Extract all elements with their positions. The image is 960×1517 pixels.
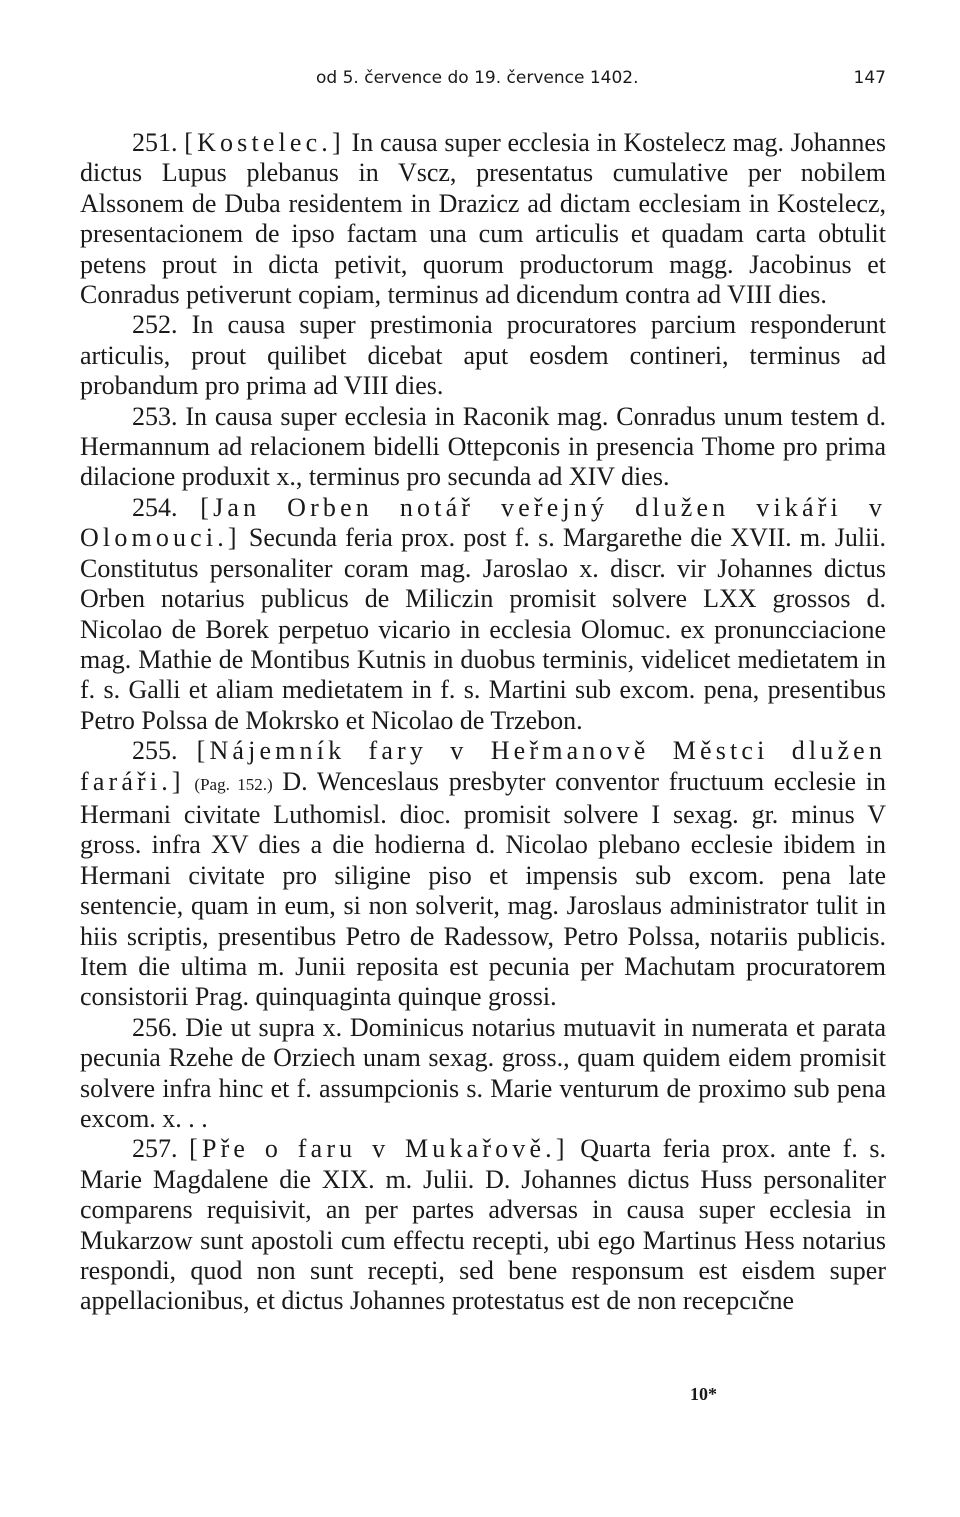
entry-number: 254. bbox=[132, 492, 178, 522]
entry-254 bbox=[80, 493, 886, 736]
entry-253 bbox=[80, 402, 886, 493]
entry-text: In causa super ecclesia in Kostelecz mag. Johannes dictus Lupus plebanus in Vscz, presentatus cumulative per nobilem Alssonem de Duba residentem in Drazicz ad dictam ecclesiam in Kostelecz, presentacionem de ipso factam una cum articulis et quadam carta obtulit petens prout in dicta petivit, quorum productorum magg. Jacobinus et Conradus petiverunt copiam, terminus ad dicendum contra ad VIII dies. bbox=[80, 128, 887, 310]
entry-number: 255. bbox=[132, 736, 178, 766]
entry-252 bbox=[80, 310, 886, 401]
entry-text: In causa super prestimonia procuratores parcium responderunt articulis, prout quilibet dicebat aput eosdem contineri, terminus ad probandum pro prima ad VIII dies. bbox=[80, 310, 887, 401]
page-reference: (Pag. 152.) bbox=[194, 774, 273, 794]
entry-heading: [Kostelec.] bbox=[184, 128, 345, 157]
running-header bbox=[80, 68, 886, 102]
page bbox=[80, 68, 886, 1317]
entry-number: 252. bbox=[132, 310, 178, 340]
entry-number: 253. bbox=[132, 401, 178, 431]
page-number: 147 bbox=[853, 68, 886, 88]
entry-text: Quarta feria prox. ante f. s. Marie Magdalene die XIX. m. Julii. D. Johannes dictus Huss personaliter comparens requisivit, an per partes adversas in causa super ecclesia in Mukarzow sunt apostoli cum effectu recepti, ubi ego Martinus Hess notarius respondi, quod non sunt recepti, sed bene responsum est eisdem super appellacionibus, et dictus Johannes protestatus est de non recepcıčne bbox=[80, 1134, 886, 1316]
entry-text: D. Wenceslaus presbyter conventor fructuum ecclesie in Hermani civitate Luthomisl. dioc. promisit solvere I sexag. gr. minus V gross. infra XV dies a die hodierna d. Nicolao plebano ecclesie ibidem in Hermani civitate pro siligine piso et impensis sub excom. pena late sentencie, quam in eum, si non solverit, mag. Jaroslaus administrator tulit in hiis scriptis, presentibus Petro de Radessow, Petro Polssa, notariis publicis. Item die ultima m. Junii reposita est pecunia per Machutam procuratorem consistorii Prag. quinquaginta quinque grossi. bbox=[80, 766, 886, 1012]
entry-number: 256. bbox=[132, 1012, 178, 1042]
entry-text: In causa super ecclesia in Raconik mag. Conradus unum testem d. Hermannum ad relacionem bidelli Ottepconis in presencia Thome pro prima dilacione produxit x., terminus pro secunda ad XIV dies. bbox=[80, 401, 887, 492]
entry-number: 251. bbox=[132, 128, 178, 157]
entry-256 bbox=[80, 1013, 886, 1135]
entry-text: Die ut supra x. Dominicus notarius mutuavit in numerata et parata pecunia Rzehe de Orziech unam sexag. gross., quam quidem eidem promisit solvere infra hinc et f. assumpcionis s. Marie venturum de proximo sub pena excom. x. . . bbox=[80, 1012, 886, 1133]
signature-mark: 10* bbox=[690, 1384, 717, 1404]
body-text bbox=[80, 128, 886, 1317]
entry-heading: [Pře o faru v Mukařově.] bbox=[189, 1134, 569, 1164]
entry-255 bbox=[80, 736, 886, 1013]
entry-number: 257. bbox=[132, 1134, 178, 1164]
entry-heading: [Jan Orben notář veřejný dlužen vikáři v Olomouci.] bbox=[80, 492, 886, 553]
entry-257 bbox=[80, 1134, 886, 1316]
entry-heading: [Nájemník fary v Heřmanově Městci dlužen faráři.] bbox=[80, 736, 886, 796]
running-title: od 5. července do 19. července 1402. bbox=[316, 68, 639, 88]
entry-text: Secunda feria prox. post f. s. Margarethe die XVII. m. Julii. Constitutus personaliter coram mag. Jaroslao x. discr. vir Johannes dictus Orben notarius publicus de Miliczin promisit solvere LXX grossos d. Nicolao de Borek perpetuo vicario in ecclesia Olomuc. ex pronuncciacione mag. Mathie de Montibus Kutnis in duobus terminis, videlicet medietatem in f. s. Galli et aliam medietatem in f. s. Martini sub excom. pena, presentibus Petro Polssa de Mokrsko et Nicolao de Trzebon. bbox=[80, 523, 886, 735]
entry-251 bbox=[80, 128, 886, 310]
